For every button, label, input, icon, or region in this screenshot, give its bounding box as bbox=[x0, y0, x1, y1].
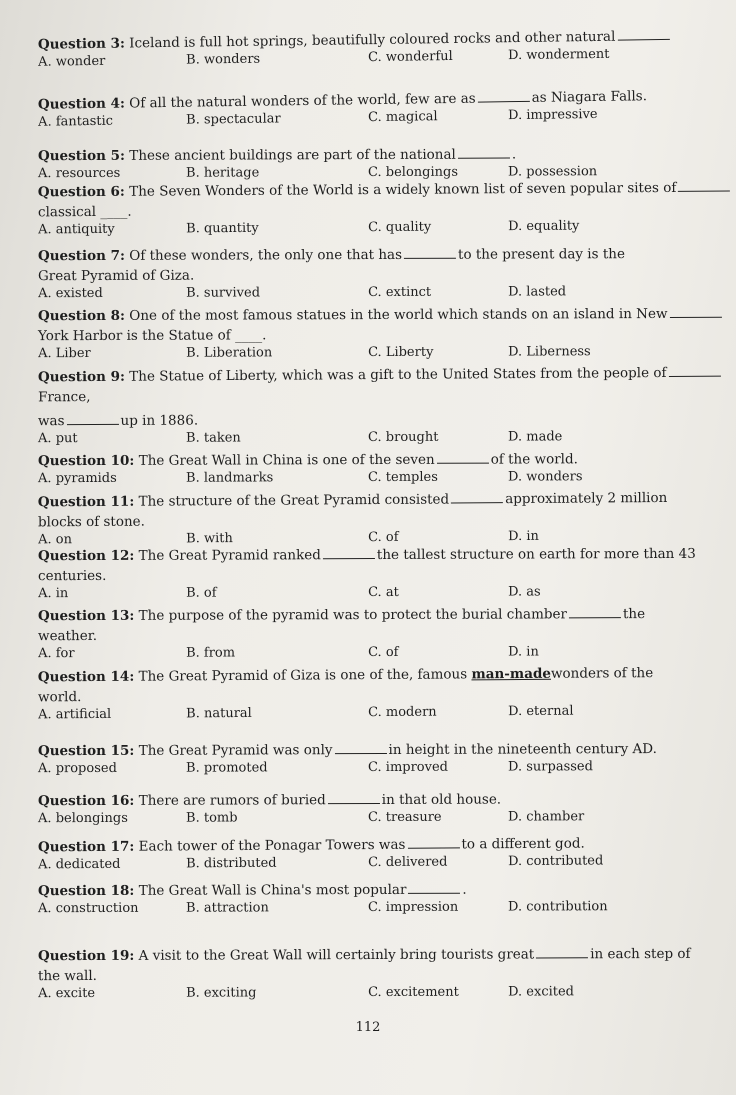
stem-text-before: The Great Wall is China's most popular bbox=[138, 881, 407, 899]
options-row bbox=[38, 703, 718, 728]
stem-text-after: . bbox=[462, 881, 467, 898]
options-row bbox=[38, 899, 718, 921]
answer-option[interactable]: D. chamber bbox=[507, 809, 585, 825]
stem-text-before: The Great Wall in China is one of the seven bbox=[138, 451, 435, 469]
answer-option[interactable]: B. exciting bbox=[186, 985, 257, 1001]
stem-text-after: in height in the nineteenth century AD. bbox=[388, 741, 657, 758]
stem-text-before: The Seven Wonders of the World is a widely known list of seven popular sites of bbox=[129, 179, 677, 200]
answer-option[interactable]: A. resources bbox=[38, 165, 121, 182]
stem-continuation: blocks of stone. bbox=[37, 513, 145, 531]
answer-option[interactable]: D. in bbox=[508, 644, 539, 660]
answer-option[interactable]: C. improved bbox=[368, 759, 449, 776]
question-block bbox=[38, 178, 718, 243]
stem-text-before: The Great Pyramid was only bbox=[138, 742, 333, 759]
stem-text-before: was bbox=[37, 413, 65, 430]
stem-text-before: The Great Pyramid of Giza is one of the, famous bbox=[138, 666, 468, 685]
question-stem bbox=[38, 144, 718, 166]
question-block bbox=[38, 544, 718, 606]
answer-option[interactable]: C. temples bbox=[368, 469, 438, 486]
answer-option[interactable]: D. contribution bbox=[507, 899, 608, 915]
stem-text-before: A visit to the Great Wall will certainly bring tourists great bbox=[138, 946, 535, 964]
options-row bbox=[38, 759, 718, 781]
answer-option[interactable]: A. on bbox=[38, 532, 73, 548]
question-stem bbox=[38, 739, 718, 761]
answer-option[interactable]: B. heritage bbox=[186, 165, 260, 181]
question-block bbox=[38, 739, 718, 781]
options-row bbox=[38, 984, 718, 1006]
question-number: Question 10: bbox=[37, 452, 135, 470]
question-number: Question 9: bbox=[37, 368, 126, 386]
stem-text-after: . bbox=[511, 146, 517, 163]
question-number: Question 6: bbox=[37, 183, 125, 201]
answer-option[interactable]: A. for bbox=[38, 646, 75, 662]
question-number: Question 8: bbox=[37, 307, 125, 325]
answer-option[interactable]: D. contributed bbox=[507, 853, 604, 870]
answer-blank[interactable] bbox=[323, 546, 375, 559]
answer-option[interactable]: C. modern bbox=[368, 704, 437, 721]
options-row bbox=[38, 284, 718, 306]
answer-blank[interactable] bbox=[669, 305, 721, 318]
underlined-word: man-made bbox=[471, 665, 552, 683]
question-number: Question 4: bbox=[37, 95, 126, 113]
answer-option[interactable]: A. put bbox=[38, 431, 78, 447]
question-stem bbox=[38, 304, 718, 326]
answer-blank[interactable] bbox=[569, 605, 621, 618]
answer-option[interactable]: D. made bbox=[507, 429, 563, 445]
stem-text-before: The structure of the Great Pyramid consisted bbox=[138, 491, 450, 510]
question-stem bbox=[38, 604, 718, 626]
options-row bbox=[38, 809, 718, 831]
answer-option[interactable]: B. of bbox=[186, 585, 217, 601]
answer-option[interactable]: A. wonder bbox=[38, 53, 106, 70]
question-number: Question 11: bbox=[37, 493, 135, 511]
answer-option[interactable]: C. belongings bbox=[368, 164, 459, 181]
answer-option[interactable]: A. artificial bbox=[38, 706, 112, 723]
answer-option[interactable]: B. taken bbox=[186, 430, 241, 446]
question-number: Question 18: bbox=[37, 882, 135, 900]
answer-option[interactable]: D. in bbox=[508, 528, 539, 545]
options-row bbox=[38, 584, 718, 606]
question-block bbox=[38, 879, 718, 921]
stem-continuation: world. bbox=[37, 689, 82, 706]
stem-text-before: The Statue of Liberty, which was a gift to the United States from the people of bbox=[129, 364, 667, 385]
stem-text-before: One of the most famous statues in the world which stands on an island in New bbox=[129, 305, 668, 324]
question-number: Question 17: bbox=[37, 838, 135, 856]
answer-option[interactable]: B. natural bbox=[186, 705, 252, 722]
answer-blank[interactable] bbox=[404, 246, 456, 259]
stem-text-after: the tallest structure on earth for more than 43 bbox=[376, 545, 696, 564]
stem-text-after: up in 1886. bbox=[120, 412, 199, 429]
answer-option[interactable]: A. Liber bbox=[38, 346, 91, 362]
question-number: Question 3: bbox=[37, 35, 126, 53]
answer-option[interactable]: D. wonderment bbox=[507, 46, 610, 64]
question-number: Question 12: bbox=[37, 547, 135, 565]
question-block bbox=[38, 833, 718, 878]
answer-option[interactable]: D. surpassed bbox=[507, 759, 593, 775]
answer-option[interactable]: B. Liberation bbox=[186, 345, 273, 361]
answer-option[interactable]: A. fantastic bbox=[38, 113, 114, 130]
answer-blank[interactable] bbox=[617, 27, 669, 41]
question-block bbox=[38, 449, 718, 491]
answer-option[interactable]: C. of bbox=[368, 644, 399, 661]
stem-continuation: York Harbor is the Statue of ____. bbox=[37, 327, 267, 345]
answer-blank[interactable] bbox=[66, 412, 118, 425]
stem-text-before: Each tower of the Ponagar Towers was bbox=[138, 836, 406, 855]
answer-option[interactable]: A. in bbox=[38, 586, 69, 602]
stem-text-after: to the present day is the bbox=[457, 246, 625, 263]
question-number: Question 5: bbox=[37, 147, 126, 165]
answer-option[interactable]: A. belongings bbox=[38, 810, 128, 827]
answer-blank[interactable] bbox=[668, 364, 720, 377]
answer-option[interactable]: D. lasted bbox=[508, 284, 567, 300]
options-row bbox=[38, 429, 718, 451]
stem-continuation: centuries. bbox=[37, 567, 107, 585]
answer-option[interactable]: B. distributed bbox=[186, 855, 277, 872]
stem-text-before: Iceland is full hot springs, beautifully coloured rocks and other natural bbox=[129, 28, 616, 52]
answer-option[interactable]: B. survived bbox=[186, 285, 261, 301]
answer-option[interactable]: D. equality bbox=[508, 218, 580, 235]
answer-option[interactable]: B. from bbox=[186, 645, 236, 661]
question-stem bbox=[38, 449, 718, 471]
answer-option[interactable]: B. landmarks bbox=[186, 470, 274, 486]
stem-text-after: approximately 2 million bbox=[505, 489, 668, 508]
stem-text-before: The purpose of the pyramid was to protect the burial chamber bbox=[138, 606, 568, 624]
stem-text-after: wonders of the bbox=[550, 665, 654, 682]
stem-text-after: the bbox=[622, 606, 646, 623]
answer-option[interactable]: D. excited bbox=[508, 984, 575, 1000]
stem-continuation: weather. bbox=[37, 627, 97, 645]
page-number: 112 bbox=[355, 1020, 381, 1035]
answer-blank[interactable] bbox=[478, 89, 530, 103]
stem-text-after: as Niagara Falls. bbox=[531, 88, 648, 106]
answer-option[interactable]: C. excitement bbox=[368, 984, 459, 1001]
question-stem bbox=[38, 244, 718, 266]
answer-option[interactable]: D. wonders bbox=[507, 469, 583, 485]
stem-continuation: the wall. bbox=[37, 967, 97, 985]
stem-text-after: to a different god. bbox=[461, 835, 585, 853]
stem-text-after: of the world. bbox=[490, 451, 578, 468]
answer-option[interactable]: B. wonders bbox=[186, 51, 261, 68]
stem-continuation: France, bbox=[38, 389, 91, 406]
answer-option[interactable]: B. tomb bbox=[186, 810, 238, 826]
question-block bbox=[38, 604, 718, 666]
question-block bbox=[38, 25, 718, 74]
question-number: Question 14: bbox=[37, 668, 135, 686]
question-block bbox=[38, 944, 718, 1006]
answer-option[interactable]: D. Liberness bbox=[508, 344, 591, 360]
question-number: Question 13: bbox=[37, 607, 135, 625]
answer-option[interactable]: A. dedicated bbox=[38, 856, 121, 873]
answer-blank[interactable] bbox=[678, 179, 730, 192]
answer-blank[interactable] bbox=[458, 146, 510, 159]
question-number: Question 7: bbox=[37, 247, 125, 265]
answer-blank[interactable] bbox=[536, 945, 588, 958]
answer-option[interactable]: C. wonderful bbox=[368, 48, 453, 66]
question-stem bbox=[38, 944, 718, 966]
question-block bbox=[38, 789, 718, 831]
answer-option[interactable]: A. proposed bbox=[38, 760, 117, 777]
answer-option[interactable]: D. possession bbox=[507, 164, 598, 180]
answer-option[interactable]: B. with bbox=[186, 531, 233, 547]
answer-option[interactable]: A. existed bbox=[38, 285, 103, 302]
answer-option[interactable]: C. of bbox=[368, 529, 399, 546]
answer-option[interactable]: D. as bbox=[508, 584, 541, 600]
question-stem bbox=[38, 789, 718, 811]
answer-option[interactable]: B. attraction bbox=[186, 900, 269, 916]
answer-blank[interactable] bbox=[407, 835, 459, 848]
stem-text-before: Of all the natural wonders of the world, few are as bbox=[129, 90, 476, 112]
stem-text-before: There are rumors of buried bbox=[138, 792, 326, 809]
answer-option[interactable]: B. spectacular bbox=[186, 111, 281, 128]
question-block bbox=[38, 409, 718, 451]
answer-option[interactable]: C. Liberty bbox=[368, 344, 434, 361]
answer-option[interactable]: A. construction bbox=[38, 900, 139, 917]
question-block bbox=[38, 363, 718, 408]
options-row bbox=[38, 853, 718, 878]
answer-option[interactable]: C. impression bbox=[368, 899, 459, 916]
answer-option[interactable]: C. at bbox=[368, 584, 399, 601]
question-stem bbox=[38, 544, 718, 566]
stem-text-before: The Great Pyramid ranked bbox=[138, 547, 321, 564]
question-stem bbox=[38, 879, 718, 901]
stem-continuation: Great Pyramid of Giza. bbox=[37, 267, 195, 285]
answer-option[interactable]: A. excite bbox=[38, 985, 96, 1002]
stem-text-before: Of these wonders, the only one that has bbox=[129, 246, 403, 264]
stem-continuation: classical ____. bbox=[37, 203, 132, 221]
answer-option[interactable]: C. extinct bbox=[368, 284, 432, 301]
question-number: Question 19: bbox=[37, 947, 135, 965]
question-block bbox=[38, 85, 718, 134]
answer-blank[interactable] bbox=[328, 791, 380, 804]
question-block bbox=[38, 663, 718, 728]
stem-text-before: These ancient buildings are part of the national bbox=[129, 146, 456, 164]
answer-option[interactable]: C. quality bbox=[368, 219, 432, 236]
answer-option[interactable]: C. delivered bbox=[368, 854, 448, 871]
answer-option[interactable]: C. magical bbox=[368, 109, 438, 126]
question-number: Question 15: bbox=[37, 742, 135, 760]
answer-option[interactable]: A. antiquity bbox=[38, 221, 115, 238]
question-stem bbox=[38, 409, 718, 431]
answer-option[interactable]: B. quantity bbox=[186, 220, 259, 237]
answer-blank[interactable] bbox=[451, 490, 503, 503]
stem-text-after: in each step of bbox=[590, 945, 691, 963]
question-number: Question 16: bbox=[37, 792, 135, 810]
answer-option[interactable]: C. brought bbox=[368, 429, 439, 446]
answer-blank[interactable] bbox=[334, 741, 386, 754]
question-block bbox=[38, 488, 718, 553]
answer-option[interactable]: B. promoted bbox=[186, 760, 268, 776]
question-block bbox=[38, 304, 718, 366]
answer-blank[interactable] bbox=[408, 881, 460, 894]
answer-blank[interactable] bbox=[437, 451, 489, 464]
options-row bbox=[38, 218, 718, 243]
answer-option[interactable]: A. pyramids bbox=[38, 470, 117, 487]
stem-text-after: in that old house. bbox=[381, 791, 502, 808]
answer-option[interactable]: C. treasure bbox=[368, 809, 442, 826]
answer-option[interactable]: D. impressive bbox=[507, 106, 598, 124]
answer-option[interactable]: D. eternal bbox=[508, 703, 574, 720]
question-block bbox=[38, 244, 718, 306]
